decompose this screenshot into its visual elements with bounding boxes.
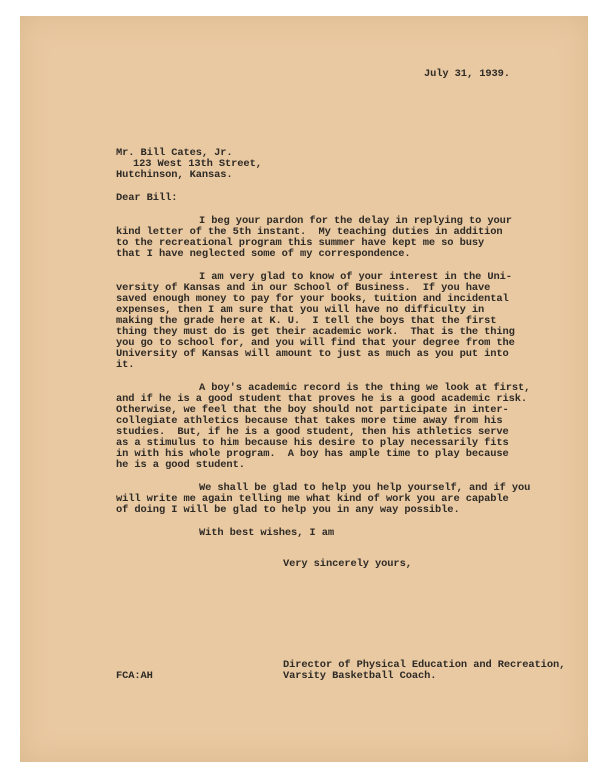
letter-date: July 31, 1939.: [424, 68, 510, 80]
recipient-name: Mr. Bill Cates, Jr.: [116, 147, 233, 159]
paragraph-2-line-8: University of Kansas will amount to just as much as you put into: [116, 348, 509, 360]
paragraph-3-line-8: he is a good student.: [116, 459, 245, 471]
paragraph-3-line-6: as a stimulus to him because his desire to play necessarily fits: [116, 437, 509, 449]
recipient-city: Hutchinson, Kansas.: [116, 169, 233, 181]
paragraph-2-line-1: I am very glad to know of your interest in the Uni-: [199, 271, 512, 283]
salutation: Dear Bill:: [116, 192, 178, 204]
paragraph-3-line-2: and if he is a good student that proves he is a good academic risk.: [116, 393, 528, 405]
paragraph-1-line-2: kind letter of the 5th instant. My teaching duties in addition: [116, 226, 503, 238]
paragraph-4-line-2: will write me again telling me what kind of work you are capable: [116, 493, 509, 505]
paragraph-1-line-4: that I have neglected some of my correspondence.: [116, 248, 411, 260]
signature-title-1: Director of Physical Education and Recreation,: [283, 659, 566, 671]
paragraph-3-line-3: Otherwise, we feel that the boy should not participate in inter-: [116, 404, 509, 416]
paragraph-3-line-5: studies. But, if he is a good student, then his athletics serve: [116, 426, 509, 438]
paragraph-2-line-5: making the grade here at K. U. I tell the boys that the first: [116, 315, 497, 327]
paragraph-2-line-2: versity of Kansas and in our School of Business. If you have: [116, 282, 491, 294]
paragraph-1-line-1: I beg your pardon for the delay in replying to your: [199, 215, 512, 227]
complimentary-close: Very sincerely yours,: [283, 558, 412, 570]
paragraph-4-line-1: We shall be glad to help you help yourself, and if you: [199, 482, 531, 494]
reference-initials: FCA:AH: [116, 670, 153, 682]
paragraph-3-line-1: A boy's academic record is the thing we look at first,: [199, 382, 531, 394]
signature-title-2: Varsity Basketball Coach.: [283, 670, 437, 682]
paragraph-2-line-7: you go to school for, and you will find that your degree from the: [116, 337, 515, 349]
paragraph-2-line-6: thing they must do is get their academic work. That is the thing: [116, 326, 515, 338]
paragraph-2-line-4: expenses, then I am sure that you will have no difficulty in: [116, 304, 485, 316]
closing-wish: With best wishes, I am: [199, 527, 334, 539]
paragraph-2-line-9: it.: [116, 359, 135, 371]
recipient-street: 123 West 13th Street,: [133, 158, 262, 170]
paragraph-3-line-7: in with his whole program. A boy has ample time to play because: [116, 448, 509, 460]
paragraph-2-line-3: saved enough money to pay for your books, tuition and incidental: [116, 293, 509, 305]
paragraph-3-line-4: collegiate athletics because that takes more time away from his: [116, 415, 503, 427]
paragraph-4-line-3: of doing I will be glad to help you in any way possible.: [116, 504, 460, 516]
paragraph-1-line-3: to the recreational program this summer have kept me so busy: [116, 237, 485, 249]
